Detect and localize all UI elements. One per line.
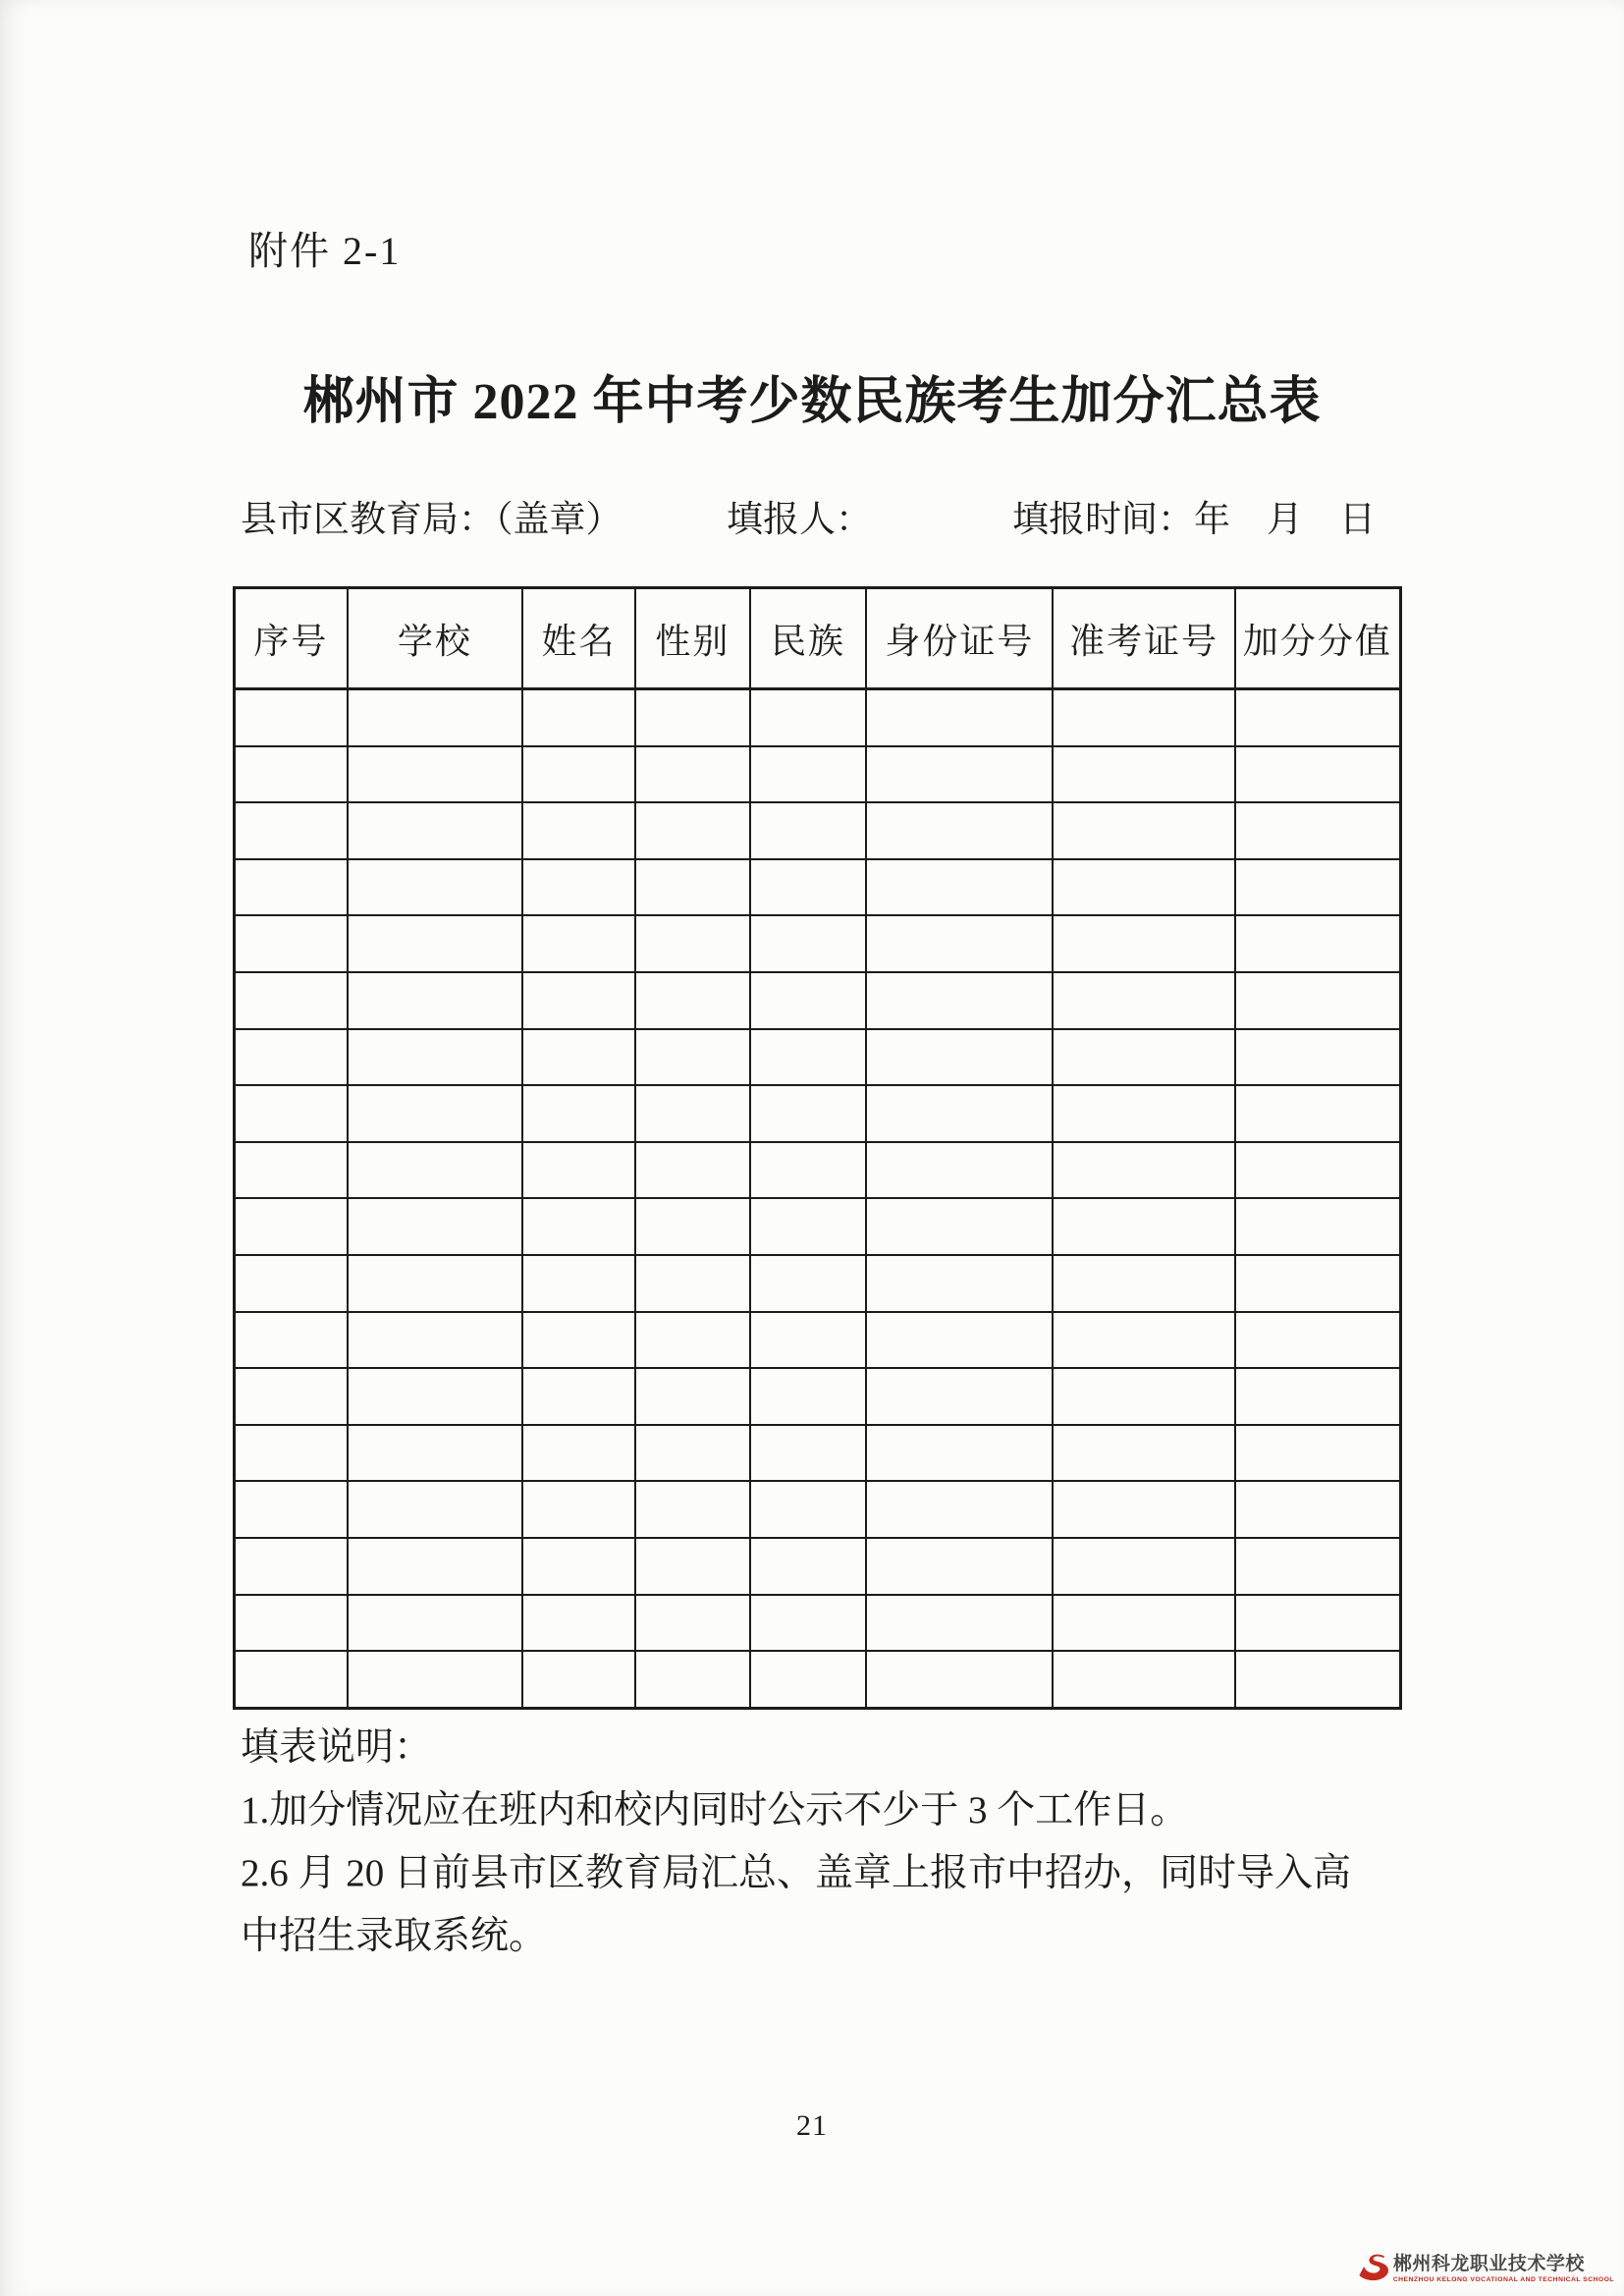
col-header-bonus-points: 加分分值 [1235,588,1401,689]
empty-cell [348,1651,522,1708]
empty-cell [750,859,867,916]
table-row [235,859,1401,916]
empty-cell [750,1481,867,1538]
empty-cell [235,802,348,859]
col-header-id-number: 身份证号 [866,588,1053,689]
empty-cell [866,1085,1053,1142]
empty-cell [235,859,348,916]
empty-cell [750,1255,867,1312]
notes-section [241,1717,1380,1968]
empty-cell [522,859,635,916]
empty-cell [866,1538,1053,1595]
empty-cell [635,1198,749,1255]
empty-cell [235,1538,348,1595]
info-line [0,489,1624,540]
empty-cell [635,689,749,746]
empty-cell [1235,1142,1401,1199]
empty-cell [348,1029,522,1086]
empty-cell [522,746,635,803]
empty-cell [866,1198,1053,1255]
empty-cell [522,1481,635,1538]
empty-cell [866,1651,1053,1708]
col-header-index: 序号 [235,588,348,689]
empty-cell [1053,1312,1234,1369]
empty-cell [235,1255,348,1312]
empty-cell [348,915,522,972]
empty-cell [866,1368,1053,1425]
empty-cell [1235,802,1401,859]
empty-cell [522,972,635,1029]
empty-cell [750,1425,867,1482]
empty-cell [235,1595,348,1652]
empty-cell [522,1085,635,1142]
empty-cell [348,689,522,746]
empty-cell [750,1198,867,1255]
empty-cell [866,802,1053,859]
empty-cell [1235,1198,1401,1255]
school-name-cn: 郴州科龙职业技术学校 [1392,2253,1585,2274]
empty-cell [1053,1651,1234,1708]
empty-cell [866,1481,1053,1538]
empty-cell [866,1425,1053,1482]
empty-cell [635,1425,749,1482]
empty-cell [1053,859,1234,916]
empty-cell [522,915,635,972]
empty-cell [522,1368,635,1425]
empty-cell [1235,859,1401,916]
empty-cell [866,972,1053,1029]
empty-cell [235,1651,348,1708]
empty-cell [750,1029,867,1086]
empty-cell [750,1142,867,1199]
table-row [235,1142,1401,1199]
table-row [235,915,1401,972]
table-row [235,1595,1401,1652]
empty-cell [635,1481,749,1538]
empty-cell [1235,915,1401,972]
table-row [235,1481,1401,1538]
empty-cell [750,1651,867,1708]
empty-cell [635,1595,749,1652]
empty-cell [235,1368,348,1425]
school-name-en: CHENZHOU KELONG VOCATIONAL AND TECHNICAL SCHOOL [1392,2275,1614,2283]
empty-cell [1053,1481,1234,1538]
empty-cell [1053,802,1234,859]
empty-cell [522,689,635,746]
empty-cell [1053,972,1234,1029]
empty-cell [866,1029,1053,1086]
empty-cell [1235,746,1401,803]
empty-cell [348,1085,522,1142]
empty-cell [750,1312,867,1369]
col-header-exam-number: 准考证号 [1053,588,1234,689]
empty-cell [1053,1255,1234,1312]
empty-cell [1235,1029,1401,1086]
empty-cell [1235,972,1401,1029]
empty-cell [866,689,1053,746]
empty-cell [1235,1312,1401,1369]
empty-cell [1053,915,1234,972]
empty-cell [866,1312,1053,1369]
table-row [235,802,1401,859]
table-row [235,1312,1401,1369]
empty-cell [750,746,867,803]
empty-cell [235,1425,348,1482]
empty-cell [1053,1142,1234,1199]
notes-heading: 填表说明： [241,1726,433,1769]
empty-cell [522,1595,635,1652]
empty-cell [1053,1085,1234,1142]
empty-cell [348,972,522,1029]
empty-cell [348,1481,522,1538]
empty-cell [866,746,1053,803]
table-row [235,1538,1401,1595]
col-header-ethnicity: 民族 [750,588,867,689]
empty-cell [750,1595,867,1652]
empty-cell [348,1198,522,1255]
table-header-row [235,588,1401,689]
empty-cell [635,1085,749,1142]
empty-cell [1235,1085,1401,1142]
empty-cell [635,1368,749,1425]
table-row [235,1198,1401,1255]
attachment-label: 附件 2-1 [248,229,402,273]
empty-cell [1235,1538,1401,1595]
empty-cell [1235,1595,1401,1652]
col-header-name: 姓名 [522,588,635,689]
empty-cell [750,689,867,746]
empty-cell [750,802,867,859]
table-row [235,1425,1401,1482]
col-header-school: 学校 [348,588,522,689]
empty-cell [235,1198,348,1255]
table-row [235,1255,1401,1312]
empty-cell [1053,1029,1234,1086]
col-header-gender: 性别 [635,588,749,689]
empty-cell [1053,1368,1234,1425]
empty-cell [348,1312,522,1369]
empty-cell [522,1029,635,1086]
empty-cell [750,915,867,972]
empty-cell [348,1595,522,1652]
empty-cell [635,1651,749,1708]
empty-cell [635,1255,749,1312]
note-item-2: 2.6 月 20 日前县市区教育局汇总、盖章上报市中招办，同时导入高中招生录取系统。 [241,1852,1352,1957]
empty-cell [635,1312,749,1369]
empty-cell [348,1538,522,1595]
empty-cell [1053,746,1234,803]
kelong-swirl-icon [1359,2253,1388,2284]
empty-cell [1053,689,1234,746]
empty-cell [1053,1538,1234,1595]
table-row [235,1368,1401,1425]
empty-cell [235,1312,348,1369]
empty-cell [348,746,522,803]
bonus-points-table [233,586,1402,1710]
empty-cell [235,1142,348,1199]
empty-cell [1235,1651,1401,1708]
empty-cell [635,1142,749,1199]
empty-cell [235,1481,348,1538]
empty-cell [348,1255,522,1312]
empty-cell [635,859,749,916]
empty-cell [235,915,348,972]
empty-cell [750,972,867,1029]
empty-cell [866,859,1053,916]
report-date-label: 填报时间：年 月 日 [1012,500,1376,540]
empty-cell [522,1651,635,1708]
empty-cell [1235,1481,1401,1538]
table-row [235,1029,1401,1086]
page-number: 21 [796,2109,828,2142]
empty-cell [866,1142,1053,1199]
empty-cell [235,689,348,746]
empty-cell [866,915,1053,972]
empty-cell [522,1312,635,1369]
empty-cell [522,1255,635,1312]
empty-cell [1053,1198,1234,1255]
empty-cell [235,746,348,803]
empty-cell [1235,689,1401,746]
empty-cell [235,1029,348,1086]
empty-cell [522,1425,635,1482]
school-logo [1359,2253,1614,2284]
empty-cell [235,972,348,1029]
bureau-stamp-label: 县市区教育局：（盖章） [241,500,623,540]
filler-label: 填报人： [727,500,872,540]
empty-cell [348,802,522,859]
empty-cell [635,746,749,803]
empty-cell [348,1425,522,1482]
note-item-1: 1.加分情况应在班内和校内同时公示不少于 3 个工作日。 [241,1789,1189,1831]
empty-cell [635,1029,749,1086]
school-logo-text [1393,2254,1614,2284]
empty-cell [522,1538,635,1595]
empty-cell [866,1595,1053,1652]
empty-cell [1235,1425,1401,1482]
page-title: 郴州市 2022 年中考少数民族考生加分汇总表 [302,374,1322,430]
empty-cell [348,1142,522,1199]
table-row [235,746,1401,803]
empty-cell [635,1538,749,1595]
empty-cell [348,859,522,916]
empty-cell [750,1085,867,1142]
empty-cell [635,915,749,972]
table-row [235,689,1401,746]
empty-cell [522,1142,635,1199]
empty-cell [1053,1425,1234,1482]
table-row [235,1085,1401,1142]
empty-cell [1235,1368,1401,1425]
empty-cell [348,1368,522,1425]
empty-cell [635,802,749,859]
empty-cell [522,1198,635,1255]
empty-cell [1235,1255,1401,1312]
empty-cell [635,972,749,1029]
table-row [235,972,1401,1029]
empty-cell [750,1538,867,1595]
empty-cell [235,1085,348,1142]
empty-cell [866,1255,1053,1312]
table-row [235,1651,1401,1708]
empty-cell [522,802,635,859]
empty-cell [1053,1595,1234,1652]
empty-cell [750,1368,867,1425]
